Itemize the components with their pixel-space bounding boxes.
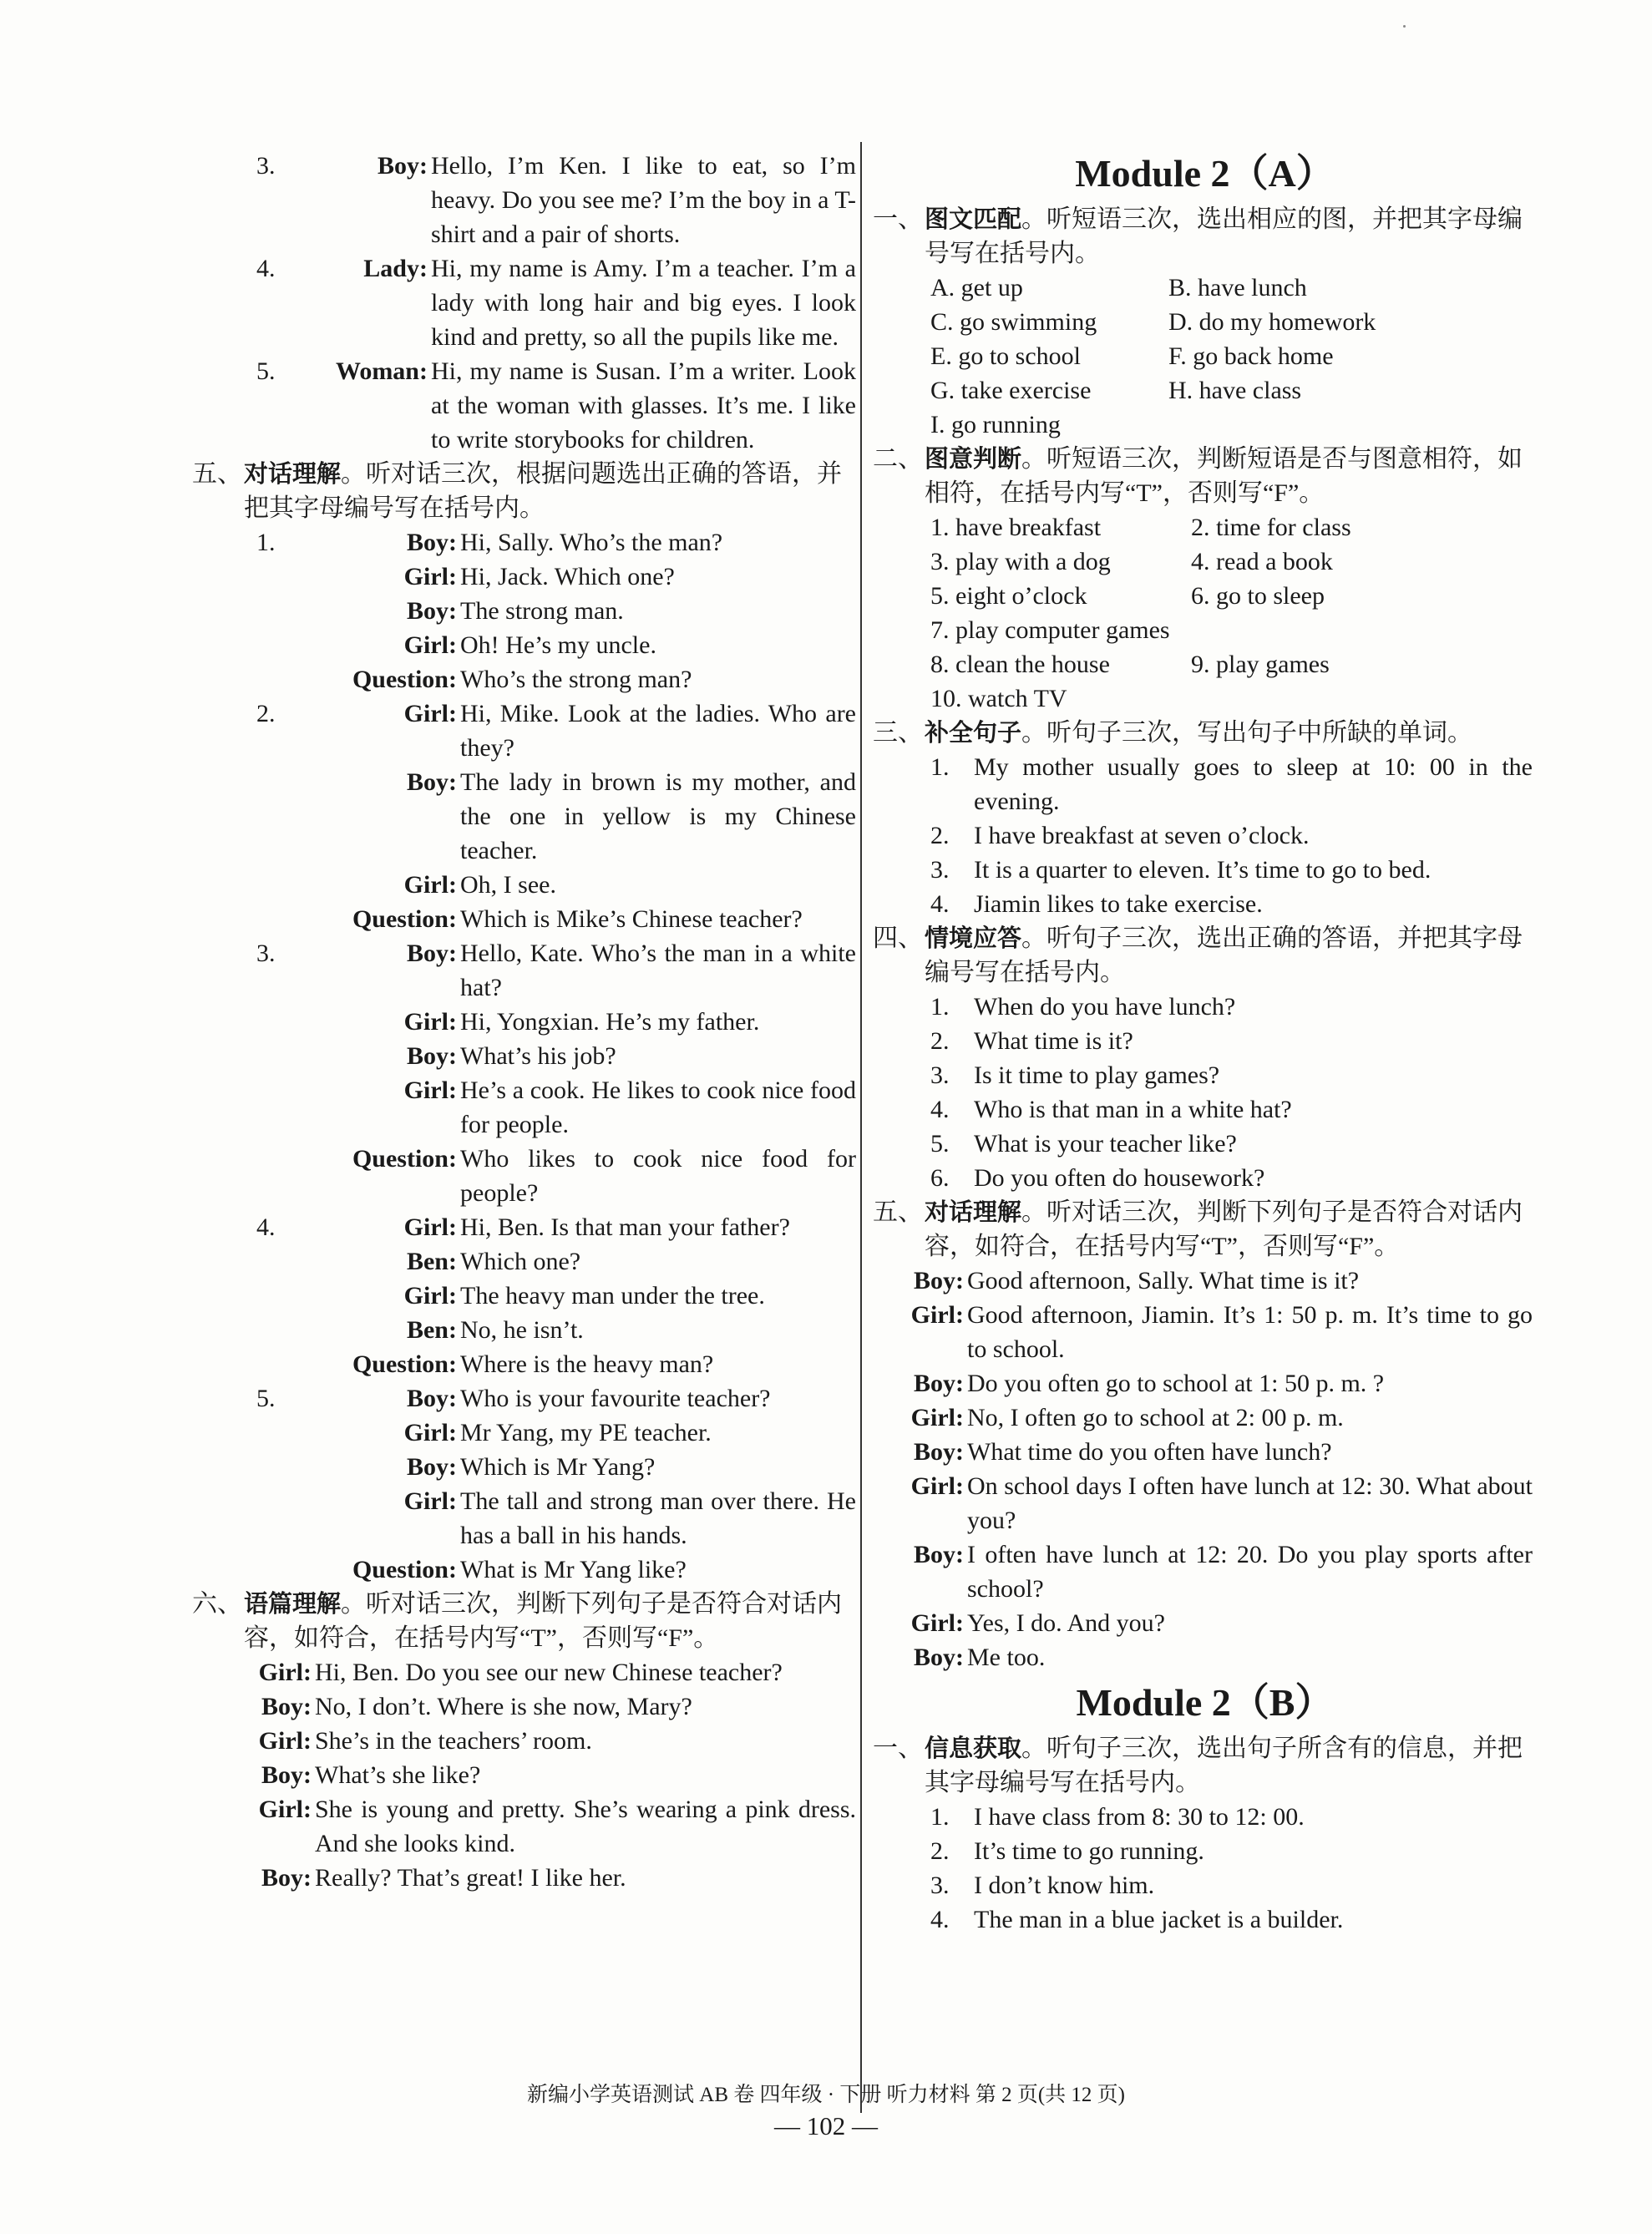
option-item: 6. go to sleep: [1191, 582, 1325, 610]
dialogue-text: What’s his job?: [460, 1042, 616, 1070]
section-header: [873, 716, 1533, 750]
dialogue-text: Hi, Yongxian. He’s my father.: [460, 1008, 760, 1036]
module-heading: Module 2（A）: [1075, 152, 1335, 195]
speaker-label: Boy:: [406, 1385, 457, 1412]
dialogue-line: [877, 1264, 1533, 1298]
speaker-label: Boy:: [913, 1438, 964, 1466]
dialogue-list: [196, 525, 856, 1587]
dialogue-text: No, I often go to school at 2: 00 p. m.: [967, 1404, 1344, 1431]
item-text: I don’t know him.: [974, 1872, 1155, 1899]
dialogue-text: Which is Mr Yang?: [460, 1453, 656, 1481]
sentence-list: [877, 750, 1533, 921]
dialogue-text: The heavy man under the tree.: [460, 1282, 765, 1309]
dialogue-text: Good afternoon, Jiamin. It’s 1: 50 p. m. It’s time to go to school.: [967, 1301, 1533, 1363]
list-item: [877, 1127, 1533, 1161]
section-instruction: 。听对话三次，判断下列句子是否符合对话内容，如符合，在括号内写“T”，否则写“F”。: [244, 1590, 843, 1652]
option-item: C. go swimming: [930, 308, 1097, 336]
option-item: E. go to school: [930, 342, 1081, 370]
dialogue-line: [196, 1689, 856, 1724]
dialogue-text: Mr Yang, my PE teacher.: [460, 1419, 712, 1446]
dialogue-text: Yes, I do. And you?: [967, 1609, 1165, 1637]
dialogue-text: Do you often go to school at 1: 50 p. m. ?: [967, 1370, 1385, 1397]
dialogue-list: [877, 1264, 1533, 1674]
option-item: H. have class: [1168, 377, 1302, 404]
speaker-label: Question:: [352, 1145, 457, 1173]
section-header: [873, 1731, 1533, 1800]
speaker-label: Girl:: [258, 1727, 312, 1755]
item-number: 1.: [930, 753, 950, 781]
phrase-list: [877, 510, 1533, 716]
speaker-name: Girl: [258, 1796, 303, 1823]
speaker-name: Girl: [258, 1659, 303, 1686]
speaker-label: Lady:: [363, 255, 428, 282]
item-number: 3.: [256, 940, 276, 967]
speaker-label: Boy:: [913, 1644, 964, 1671]
dialogue-line: [196, 1553, 856, 1587]
option-item: I. go running: [930, 411, 1061, 438]
speaker-name: Boy: [406, 940, 448, 967]
speaker-label: Woman:: [335, 357, 428, 385]
list-item: [877, 818, 1533, 853]
speaker-label: Boy:: [261, 1761, 312, 1789]
list-item: [877, 887, 1533, 921]
list-item: [877, 1058, 1533, 1092]
section-header: [873, 921, 1533, 990]
dialogue-text: What is Mr Yang like?: [460, 1556, 687, 1583]
dialogue-text: Hi, Mike. Look at the ladies. Who are they?: [460, 700, 856, 762]
dialogue-text: Where is the heavy man?: [460, 1350, 714, 1378]
option-item: 3. play with a dog: [930, 548, 1111, 575]
dialogue-text: Hello, I’m Ken. I like to eat, so I’m heavy. Do you see me? I’m the boy in a T-shirt and a pair of shorts.: [431, 152, 856, 248]
item-number: 3.: [930, 1061, 950, 1089]
dialogue-line: [196, 1792, 856, 1861]
column-divider: [860, 142, 862, 2113]
speaker-label: Girl:: [910, 1472, 964, 1500]
speaker-label: Girl:: [403, 1282, 457, 1309]
speaker-name: Boy: [261, 1864, 303, 1892]
speaker-name: Question: [352, 905, 448, 933]
list-item: [877, 990, 1533, 1024]
option-row: [877, 373, 1533, 408]
item-text: The man in a blue jacket is a builder.: [974, 1906, 1344, 1933]
page-number: — 102 —: [774, 2111, 878, 2140]
section-header: [192, 457, 856, 525]
option-item: 10. watch TV: [930, 685, 1067, 712]
speaker-name: Girl: [403, 1487, 448, 1515]
speaker-label: Girl:: [910, 1609, 964, 1637]
section-number: 五、: [192, 460, 242, 488]
speaker-label: Boy:: [913, 1541, 964, 1568]
dialogue-text: What time do you often have lunch?: [967, 1438, 1332, 1466]
item-text: It’s time to go running.: [974, 1837, 1204, 1865]
speaker-name: Girl: [258, 1727, 303, 1755]
dialogue-line: [196, 1073, 856, 1142]
dialogue-text: The lady in brown is my mother, and the one in yellow is my Chinese teacher.: [460, 768, 856, 864]
section-number: 一、: [873, 1735, 923, 1762]
speaker-label: Girl:: [403, 871, 457, 899]
speaker-label: Girl:: [403, 1008, 457, 1036]
option-row: [877, 408, 1533, 442]
speaker-name: Boy: [913, 1438, 955, 1466]
item-number: 5.: [256, 1385, 276, 1412]
speaker-name: Boy: [406, 1385, 448, 1412]
speaker-label: Girl:: [403, 1487, 457, 1515]
speaker-label: Girl:: [403, 1076, 457, 1104]
speaker-label: Girl:: [403, 1213, 457, 1241]
dialogue-text: Oh, I see.: [460, 871, 556, 899]
dialogue-line: [196, 251, 856, 354]
dialogue-text: Hi, my name is Amy. I’m a teacher. I’m a lady with long hair and big eyes. I look kind and pretty, so all the pupils like me.: [431, 255, 856, 351]
option-item: 4. read a book: [1191, 548, 1333, 575]
speaker-name: Girl: [403, 1076, 448, 1104]
item-text: I have class from 8: 30 to 12: 00.: [974, 1803, 1305, 1831]
dialogue-line: [196, 560, 856, 594]
list-item: [877, 1161, 1533, 1195]
item-number: 3.: [930, 1872, 950, 1899]
dialogue-line: [877, 1640, 1533, 1674]
speaker-label: Boy:: [261, 1693, 312, 1720]
section-title: 补全句子: [925, 718, 1022, 747]
speaker-label: Boy:: [406, 1453, 457, 1481]
speaker-name: Girl: [910, 1404, 955, 1431]
item-number: 1.: [930, 993, 950, 1021]
speaker-label: Boy:: [377, 152, 428, 180]
dialogue-line: [196, 628, 856, 662]
dialogue-text: Who is your favourite teacher?: [460, 1385, 771, 1412]
dialogue-text: Hi, Jack. Which one?: [460, 563, 675, 590]
item-number: 5.: [930, 1130, 950, 1158]
section-number: 一、: [873, 205, 923, 233]
dialogue-line: [877, 1366, 1533, 1401]
speaker-name: Boy: [913, 1370, 955, 1397]
section-instruction: 。听句子三次，选出正确的答语，并把其字母编号写在括号内。: [925, 925, 1523, 986]
dialogue-text: She is young and pretty. She’s wearing a pink dress. And she looks kind.: [315, 1796, 856, 1857]
dialogue-line: [196, 697, 856, 765]
item-text: My mother usually goes to sleep at 10: 00 in the evening.: [974, 753, 1533, 815]
dialogue-line: [196, 1861, 856, 1895]
item-text: Jiamin likes to take exercise.: [974, 890, 1263, 918]
section-number: 六、: [192, 1590, 242, 1618]
section-title: 对话理解: [244, 459, 342, 488]
section-title: 图意判断: [925, 444, 1022, 473]
option-item: 8. clean the house: [930, 651, 1110, 678]
list-item: [877, 1902, 1533, 1937]
dialogue-line: [196, 1279, 856, 1313]
item-number: 3.: [930, 856, 950, 884]
speaker-name: Question: [352, 1556, 448, 1583]
dialogue-line: [196, 354, 856, 457]
speaker-label: Ben:: [406, 1316, 457, 1344]
speaker-label: Boy:: [261, 1864, 312, 1892]
section-number: 五、: [873, 1198, 923, 1226]
dialogue-text: Oh! He’s my uncle.: [460, 631, 656, 659]
dialogue-line: [196, 1724, 856, 1758]
item-number: 4.: [256, 1213, 276, 1241]
option-row: [877, 271, 1533, 305]
section-title: 信息获取: [925, 1734, 1022, 1762]
speaker-name: Girl: [910, 1472, 955, 1500]
option-list: [877, 271, 1533, 442]
option-row: [877, 647, 1533, 681]
section-title: 情境应答: [925, 924, 1022, 952]
section-number: 二、: [873, 445, 923, 473]
item-text: Is it time to play games?: [974, 1061, 1220, 1089]
dialogue-text: Which is Mike’s Chinese teacher?: [460, 905, 803, 933]
speaker-name: Girl: [910, 1609, 955, 1637]
dialogue-text: No, he isn’t.: [460, 1316, 584, 1344]
item-text: What is your teacher like?: [974, 1130, 1237, 1158]
speaker-name: Boy: [913, 1267, 955, 1294]
dialogue-line: [196, 1450, 856, 1484]
speaker-name: Boy: [406, 1042, 448, 1070]
module-heading: Module 2（B）: [1076, 1681, 1334, 1724]
dialogue-line: [196, 1142, 856, 1210]
dialogue-text: Who likes to cook nice food for people?: [460, 1145, 856, 1207]
dialogue-line: [196, 1416, 856, 1450]
speaker-label: Girl:: [258, 1796, 312, 1823]
list-item: [877, 1868, 1533, 1902]
dialogue-text: What’s she like?: [315, 1761, 481, 1789]
dialogue-line: [877, 1469, 1533, 1537]
option-item: 7. play computer games: [930, 616, 1170, 644]
option-row: [877, 510, 1533, 545]
dialogue-text: Hi, Ben. Do you see our new Chinese teacher?: [315, 1659, 783, 1686]
left-column: [192, 149, 856, 1895]
dialogue-line: [196, 1244, 856, 1279]
section-instruction: 。听句子三次，选出句子所含有的信息，并把其字母编号写在括号内。: [925, 1735, 1523, 1796]
section-header: [192, 1587, 856, 1655]
option-row: [877, 545, 1533, 579]
dialogue-line: [877, 1606, 1533, 1640]
dialogue-line: [196, 1758, 856, 1792]
speaker-name: Girl: [403, 1213, 448, 1241]
speaker-label: Boy:: [406, 597, 457, 625]
item-number: 1.: [930, 1803, 950, 1831]
dialogue-text: Hi, Ben. Is that man your father?: [460, 1213, 790, 1241]
speaker-name: Girl: [403, 563, 448, 590]
option-item: A. get up: [930, 274, 1023, 301]
section-instruction: 。听短语三次，选出相应的图，并把其字母编号写在括号内。: [925, 205, 1523, 267]
speaker-name: Boy: [406, 529, 448, 556]
right-column: [873, 149, 1533, 1937]
dialogue-text: Hi, my name is Susan. I’m a writer. Look at the woman with glasses. It’s me. I like to write storybooks for children.: [431, 357, 856, 453]
dialogue-line: [196, 662, 856, 697]
speaker-name: Ben: [406, 1316, 448, 1344]
speaker-label: Boy:: [406, 768, 457, 796]
speaker-name: Girl: [403, 1419, 448, 1446]
section-number: 四、: [873, 925, 923, 952]
dialogue-list: [196, 1655, 856, 1895]
item-number: 4.: [930, 1096, 950, 1123]
option-item: F. go back home: [1168, 342, 1334, 370]
speaker-name: Question: [352, 666, 448, 693]
speaker-name: Boy: [261, 1693, 303, 1720]
dialogue-line: [196, 1484, 856, 1553]
dialogue-line: [196, 1655, 856, 1689]
section-header: [873, 1195, 1533, 1264]
dialogue-text: No, I don’t. Where is she now, Mary?: [315, 1693, 692, 1720]
item-text: When do you have lunch?: [974, 993, 1236, 1021]
dialogue-line: [877, 1298, 1533, 1366]
speaker-name: Girl: [403, 1008, 448, 1036]
speaker-label: Question:: [352, 666, 457, 693]
speaker-label: Question:: [352, 905, 457, 933]
speaker-name: Question: [352, 1145, 448, 1173]
speck: [1403, 25, 1406, 28]
section-instruction: 。听对话三次，判断下列句子是否符合对话内容，如符合，在括号内写“T”，否则写“F”。: [925, 1198, 1523, 1260]
page-footer: 新编小学英语测试 AB 卷 四年级 · 下册 听力材料 第 2 页(共 12 页): [527, 2084, 1125, 2106]
dialogue-line: [196, 1313, 856, 1347]
section-header: [873, 442, 1533, 510]
option-item: G. take exercise: [930, 377, 1092, 404]
dialogue-line: [196, 1039, 856, 1073]
item-number: 2.: [930, 1837, 950, 1865]
dialogue-text: On school days I often have lunch at 12: 30. What about you?: [967, 1472, 1533, 1534]
dialogue-text: Who’s the strong man?: [460, 666, 692, 693]
option-row: [877, 305, 1533, 339]
dialogue-text: The tall and strong man over there. He has a ball in his hands.: [460, 1487, 856, 1549]
dialogue-text: Good afternoon, Sally. What time is it?: [967, 1267, 1360, 1294]
dialogue-line: [196, 902, 856, 936]
item-number: 4.: [256, 255, 276, 282]
speaker-label: Girl:: [910, 1301, 964, 1329]
dialogue-line: [196, 868, 856, 902]
speaker-name: Girl: [403, 700, 448, 727]
item-text: Who is that man in a white hat?: [974, 1096, 1292, 1123]
item-number: 2.: [256, 700, 276, 727]
item-number: 1.: [256, 529, 276, 556]
speaker-label: Girl:: [258, 1659, 312, 1686]
option-row: [877, 579, 1533, 613]
dialogue-line: [196, 765, 856, 868]
option-item: 1. have breakfast: [930, 514, 1102, 541]
section-instruction: 。听对话三次，根据问题选出正确的答语，并把其字母编号写在括号内。: [244, 460, 843, 522]
dialogue-line: [196, 525, 856, 560]
speaker-name: Boy: [913, 1644, 955, 1671]
dialogue-text: Hello, Kate. Who’s the man in a white hat?: [460, 940, 856, 1001]
speaker-name: Ben: [406, 1248, 448, 1275]
option-row: [877, 339, 1533, 373]
dialogue-line: [196, 149, 856, 251]
item-text: It is a quarter to eleven. It’s time to go to bed.: [974, 856, 1432, 884]
item-number: 4.: [930, 890, 950, 918]
dialogue-line: [196, 936, 856, 1005]
dialogue-line: [196, 1210, 856, 1244]
item-text: Do you often do housework?: [974, 1164, 1265, 1192]
dialogue-line: [877, 1537, 1533, 1606]
dialogue-text: Hi, Sally. Who’s the man?: [460, 529, 723, 556]
dialogue-line: [877, 1435, 1533, 1469]
speaker-label: Boy:: [406, 940, 457, 967]
speaker-name: Girl: [403, 631, 448, 659]
item-text: What time is it?: [974, 1027, 1133, 1055]
section-instruction: 。听句子三次，写出句子中所缺的单词。: [1021, 719, 1473, 747]
section-number: 三、: [873, 719, 923, 747]
speaker-label: Question:: [352, 1350, 457, 1378]
list-item: [877, 750, 1533, 818]
option-item: 2. time for class: [1191, 514, 1351, 541]
option-item: D. do my homework: [1168, 308, 1376, 336]
option-item: B. have lunch: [1168, 274, 1307, 301]
speaker-label: Girl:: [403, 1419, 457, 1446]
item-text: I have breakfast at seven o’clock.: [974, 822, 1310, 849]
sentence-list: [877, 990, 1533, 1195]
dialogue-text: The strong man.: [460, 597, 624, 625]
option-item: 5. eight o’clock: [930, 582, 1087, 610]
section-header: [873, 202, 1533, 271]
dialogue-text: Really? That’s great! I like her.: [315, 1864, 626, 1892]
item-number: 2.: [930, 822, 950, 849]
item-number: 2.: [930, 1027, 950, 1055]
speaker-label: Girl:: [403, 563, 457, 590]
dialogue-text: Me too.: [967, 1644, 1046, 1671]
speaker-name: Girl: [910, 1301, 955, 1329]
list-item: [877, 1800, 1533, 1834]
dialogue-line: [196, 1381, 856, 1416]
item-number: 5.: [256, 357, 276, 385]
list-item: [877, 1834, 1533, 1868]
speaker-label: Ben:: [406, 1248, 457, 1275]
section-title: 语篇理解: [244, 1589, 342, 1618]
speaker-name: Boy: [406, 597, 448, 625]
dialogue-line: [196, 594, 856, 628]
speaker-name: Boy: [913, 1541, 955, 1568]
option-row: [877, 681, 1533, 716]
list-item: [877, 1024, 1533, 1058]
speaker-name: Girl: [403, 1282, 448, 1309]
speaker-label: Boy:: [406, 529, 457, 556]
list-item: [877, 1092, 1533, 1127]
item-number: 6.: [930, 1164, 950, 1192]
speaker-name: Question: [352, 1350, 448, 1378]
list-item: [877, 853, 1533, 887]
dialogue-line: [877, 1401, 1533, 1435]
item-number: 3.: [256, 152, 276, 180]
dialogue-text: I often have lunch at 12: 20. Do you play sports after school?: [967, 1541, 1533, 1603]
speaker-label: Girl:: [403, 631, 457, 659]
speaker-label: Question:: [352, 1556, 457, 1583]
dialogue-text: She’s in the teachers’ room.: [315, 1727, 592, 1755]
section-instruction: 。听短语三次，判断短语是否与图意相符，如相符，在括号内写“T”，否则写“F”。: [925, 445, 1523, 507]
dialogue-line: [196, 1347, 856, 1381]
speaker-name: Girl: [403, 871, 448, 899]
dialogue-text: He’s a cook. He likes to cook nice food for people.: [460, 1076, 856, 1138]
speaker-name: Boy: [406, 1453, 448, 1481]
speaker-label: Boy:: [913, 1370, 964, 1397]
speaker-name: Boy: [261, 1761, 303, 1789]
dialogue-line: [196, 1005, 856, 1039]
speaker-name: Boy: [406, 768, 448, 796]
option-row: [877, 613, 1533, 647]
section-title: 图文匹配: [925, 205, 1022, 233]
sentence-list: [877, 1800, 1533, 1937]
speaker-label: Girl:: [403, 700, 457, 727]
speaker-label: Boy:: [406, 1042, 457, 1070]
speaker-label: Girl:: [910, 1404, 964, 1431]
dialogue-text: Which one?: [460, 1248, 581, 1275]
section-title: 对话理解: [925, 1198, 1022, 1226]
option-item: 9. play games: [1191, 651, 1330, 678]
speaker-label: Boy:: [913, 1267, 964, 1294]
item-number: 4.: [930, 1906, 950, 1933]
